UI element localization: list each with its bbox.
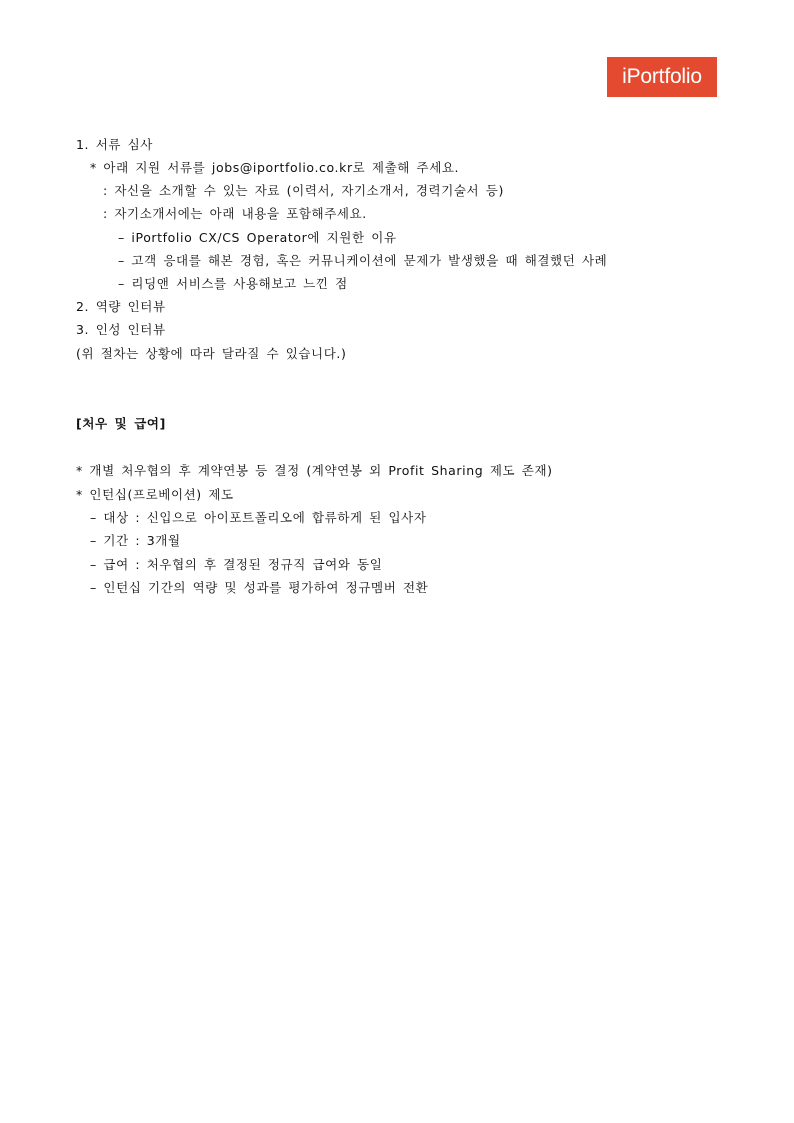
cover-letter-item: – 고객 응대를 해본 경험, 혹은 커뮤니케이션에 문제가 발생했을 때 해결했던 사례	[118, 253, 608, 268]
salary-note: * 개별 처우협의 후 계약연봉 등 결정 (계약연봉 외 Profit Sharing 제도 존재)	[76, 463, 553, 478]
process-step-1: 1. 서류 심사	[76, 137, 153, 152]
process-step-3: 3. 인성 인터뷰	[76, 322, 166, 337]
process-step-1-cover: : 자기소개서에는 아래 내용을 포함해주세요.	[103, 206, 367, 221]
internship-item: – 급여 : 처우협의 후 결정된 정규직 급여와 동일	[90, 557, 383, 572]
process-step-2: 2. 역량 인터뷰	[76, 299, 166, 314]
process-note: (위 절차는 상황에 따라 달라질 수 있습니다.)	[76, 346, 347, 361]
cover-letter-item: – iPortfolio CX/CS Operator에 지원한 이유	[118, 230, 397, 245]
cover-letter-item: – 리딩앤 서비스를 사용해보고 느낀 점	[118, 276, 348, 291]
internship-item: – 인턴십 기간의 역량 및 성과를 평가하여 정규멤버 전환	[90, 580, 429, 595]
process-step-1-note: * 아래 지원 서류를 jobs@iportfolio.co.kr로 제출해 주세요.	[90, 160, 460, 175]
internship-item: – 대상 : 신입으로 아이포트폴리오에 합류하게 된 입사자	[90, 510, 427, 525]
benefits-heading: [처우 및 급여]	[76, 416, 166, 431]
internship-item: – 기간 : 3개월	[90, 533, 181, 548]
internship-note: * 인턴십(프로베이션) 제도	[76, 487, 234, 502]
iportfolio-logo: iPortfolio	[607, 57, 717, 97]
process-step-1-docs: : 자신을 소개할 수 있는 자료 (이력서, 자기소개서, 경력기술서 등)	[103, 183, 504, 198]
